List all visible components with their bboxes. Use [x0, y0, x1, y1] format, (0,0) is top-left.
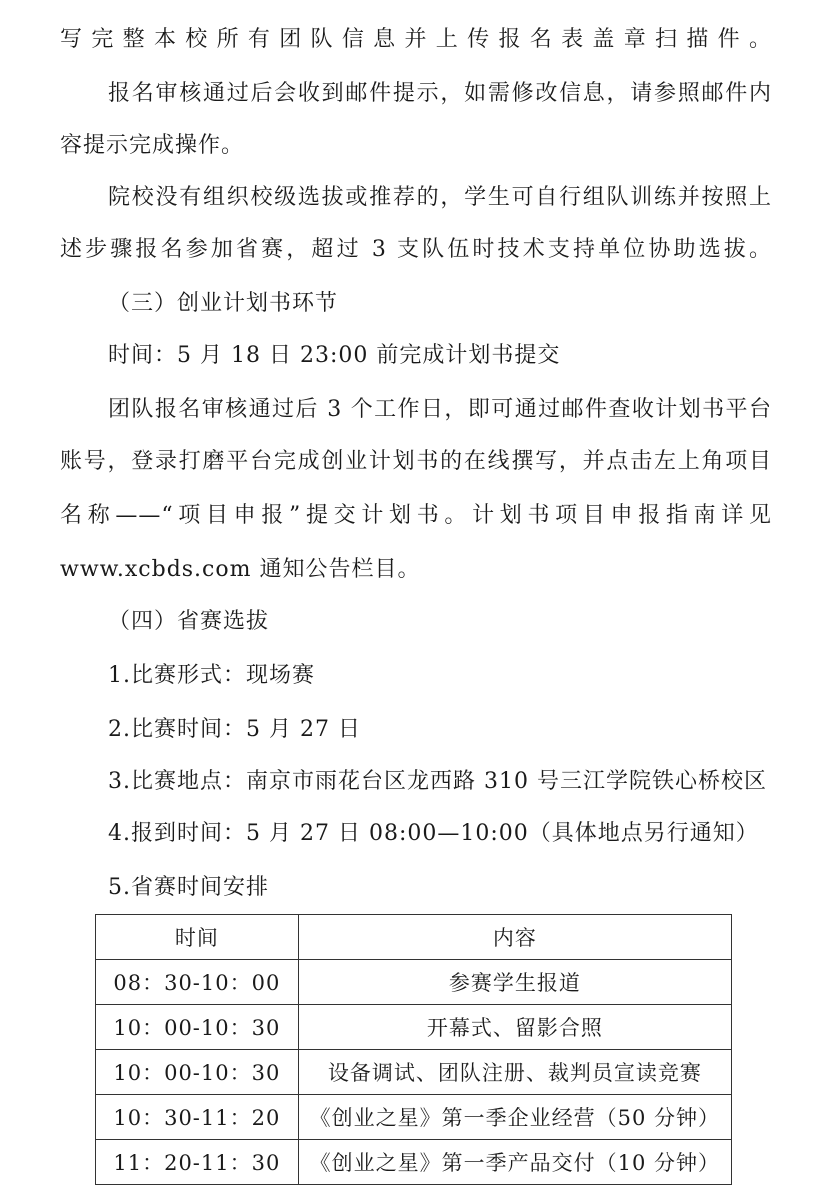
- list-item: 1.比赛形式：现场赛: [108, 663, 315, 688]
- table-cell-time: 11：20-11：30: [96, 1140, 299, 1185]
- section-heading: （三）创业计划书环节: [108, 291, 339, 316]
- table-cell-content: 设备调试、团队注册、裁判员宣读竞赛: [298, 1050, 731, 1095]
- paragraph-line: 报名审核通过后会收到邮件提示，如需修改信息，请参照邮件内: [108, 81, 772, 106]
- paragraph-line: 时间：5 月 18 日 23:00 前完成计划书提交: [108, 343, 561, 368]
- table-cell-content: 参赛学生报道: [298, 960, 731, 1005]
- table-cell-time: 10：00-10：30: [96, 1005, 299, 1050]
- table-row: [96, 1140, 732, 1185]
- table-header-time: 时间: [96, 915, 299, 960]
- paragraph-line: 团队报名审核通过后 3 个工作日，即可通过邮件查收计划书平台: [108, 397, 772, 422]
- table-row: [96, 1095, 732, 1140]
- paragraph-line: 写完整本校所有团队信息并上传报名表盖章扫描件。: [60, 27, 772, 52]
- list-item: 5.省赛时间安排: [108, 875, 269, 900]
- table-cell-time: 10：30-11：20: [96, 1095, 299, 1140]
- paragraph-line: 名称——“项目申报”提交计划书。计划书项目申报指南详见: [60, 503, 772, 528]
- table-header-row: [96, 915, 732, 960]
- paragraph-line: 述步骤报名参加省赛，超过 3 支队伍时技术支持单位协助选拔。: [60, 237, 772, 262]
- paragraph-line: 容提示完成操作。: [60, 133, 245, 158]
- paragraph-line: 账号，登录打磨平台完成创业计划书的在线撰写，并点击左上角项目: [60, 449, 772, 474]
- table-cell-time: 10：00-10：30: [96, 1050, 299, 1095]
- list-item: 2.比赛时间：5 月 27 日: [108, 717, 361, 742]
- table-row: [96, 1050, 732, 1095]
- paragraph-line: www.xcbds.com 通知公告栏目。: [60, 557, 421, 582]
- table-header-content: 内容: [298, 915, 731, 960]
- table-cell-time: 08：30-10：00: [96, 960, 299, 1005]
- list-item: 3.比赛地点：南京市雨花台区龙西路 310 号三江学院铁心桥校区: [108, 769, 767, 794]
- section-heading: （四）省赛选拔: [108, 609, 270, 634]
- table-cell-content: 《创业之星》第一季企业经营（50 分钟）: [298, 1095, 731, 1140]
- table-cell-content: 《创业之星》第一季产品交付（10 分钟）: [298, 1140, 731, 1185]
- list-item: 4.报到时间：5 月 27 日 08:00—10:00（具体地点另行通知）: [108, 821, 759, 846]
- table-row: [96, 1005, 732, 1050]
- table-cell-content: 开幕式、留影合照: [298, 1005, 731, 1050]
- schedule-table: [95, 914, 732, 1185]
- table-row: [96, 960, 732, 1005]
- paragraph-line: 院校没有组织校级选拔或推荐的，学生可自行组队训练并按照上: [108, 185, 772, 210]
